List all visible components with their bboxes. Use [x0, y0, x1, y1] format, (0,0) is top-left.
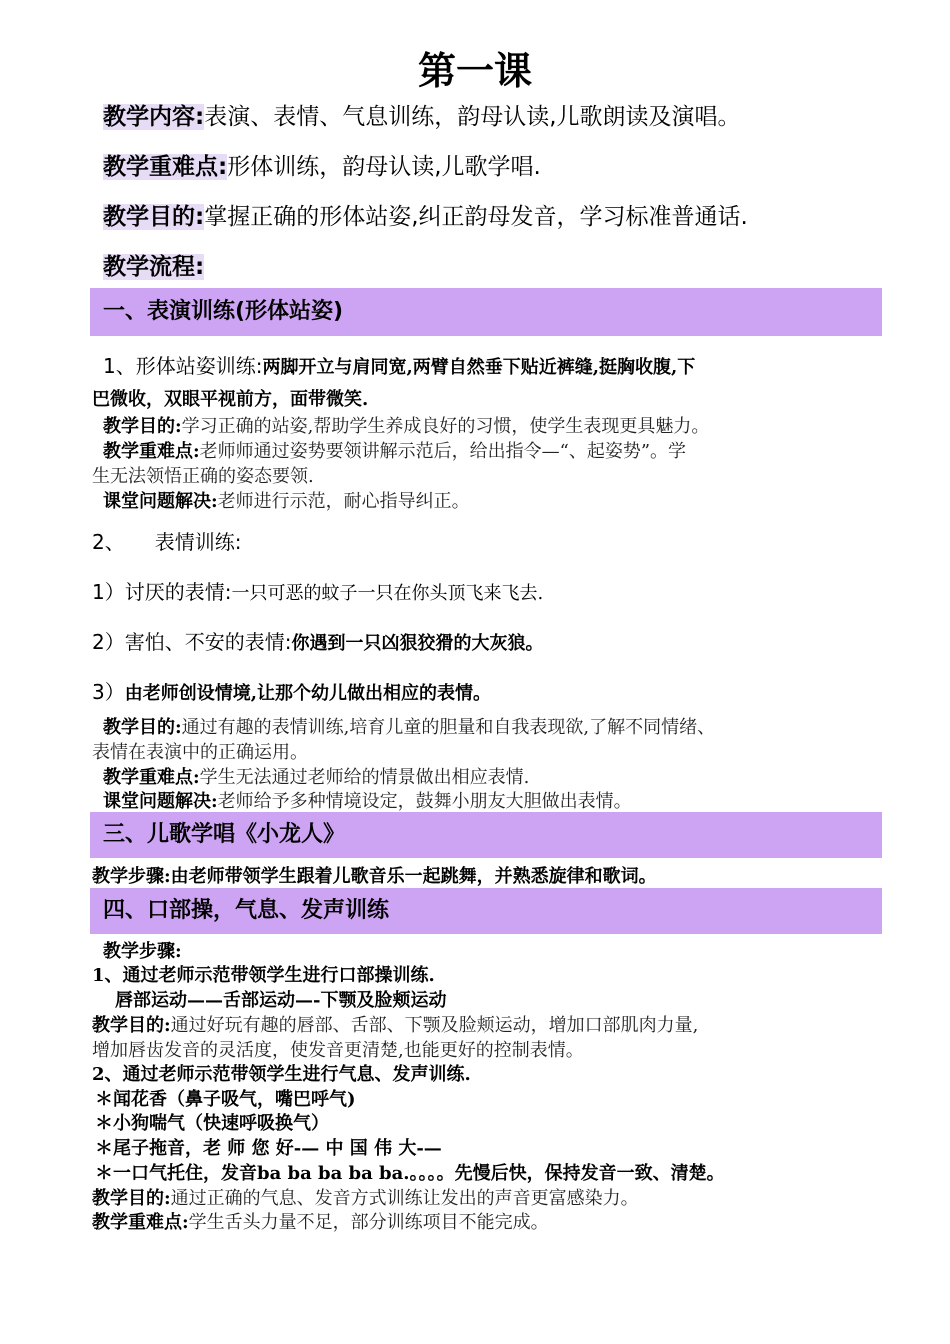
meta-difficulty	[103, 148, 541, 181]
s4-diff-text: 学生舌头力量不足，部分训练项目不能完成。	[188, 1212, 549, 1233]
s1-sub3-text: 由老师创设情境,让那个幼儿做出相应的表情。	[124, 683, 491, 704]
section4-heading: 四、口部操，气息、发声训练	[90, 888, 882, 934]
s1-solve2-label: 课堂问题解决:	[103, 791, 218, 812]
s1-item1	[103, 350, 695, 379]
s4-bullet4: ＊一口气托住，发音ba ba ba ba ba.。。。。先慢后快，保持发音一致、清楚。	[95, 1163, 725, 1184]
s1-goal2-text: 通过有趣的表情训练,培育儿童的胆量和自我表现欲,了解不同情绪、	[181, 717, 716, 738]
s1-diff	[103, 437, 686, 463]
s3-steps-label: 教学步骤:	[92, 866, 171, 887]
s1-solve-label: 课堂问题解决:	[103, 491, 218, 512]
content-text: 表演、表情、气息训练，韵母认读,儿歌朗读及演唱。	[204, 104, 741, 130]
s1-diff2-label: 教学重难点:	[103, 767, 200, 788]
s1-solve2-text: 老师给予多种情境设定，鼓舞小朋友大胆做出表情。	[217, 791, 632, 812]
s1-goal-label: 教学目的:	[103, 416, 182, 437]
s1-goal2	[103, 713, 715, 739]
s1-diff2-text: 学生无法通过老师给的情景做出相应表情.	[199, 767, 530, 788]
s1-solve	[103, 487, 470, 513]
s1-diff-text: 老师师通过姿势要领讲解示范后，给出指令—“、起姿势”。学	[199, 441, 687, 462]
s4-goal-label: 教学目的:	[92, 1015, 171, 1036]
s4-goal2	[92, 1184, 639, 1210]
meta-content	[103, 98, 741, 131]
s4-line1: 1、通过老师示范带领学生进行口部操训练.	[92, 965, 435, 986]
goal-label: 教学目的:	[103, 204, 205, 230]
s1-solve-text: 老师进行示范，耐心指导纠正。	[217, 491, 470, 512]
s1-diff-text2: 生无法领悟正确的姿态要领.	[92, 466, 314, 487]
s3-steps-text: 由老师带领学生跟着儿歌音乐一起跳舞，并熟悉旋律和歌词。	[170, 866, 657, 887]
s1-sub3-label: 3）	[92, 680, 125, 704]
s3-steps	[92, 862, 657, 888]
s1-item1-text: 两脚开立与肩同宽,两臂自然垂下贴近裤缝,挺胸收腹,下	[262, 357, 696, 378]
s4-steps-label: 教学步骤:	[103, 941, 182, 962]
s1-sub1	[92, 576, 543, 605]
s4-goal2-label: 教学目的:	[92, 1188, 171, 1209]
difficulty-text: 形体训练，韵母认读,儿歌学唱.	[227, 154, 541, 180]
s1-item1-label: 1、形体站姿训练:	[103, 354, 263, 378]
s1-goal	[103, 412, 709, 438]
s1-item2-label: 2、	[92, 530, 125, 554]
s4-diff-label: 教学重难点:	[92, 1212, 189, 1233]
s1-solve2	[103, 787, 632, 813]
s4-goal	[92, 1011, 698, 1037]
process-label: 教学流程:	[103, 254, 205, 280]
section1-heading: 一、表演训练(形体站姿)	[90, 288, 882, 336]
meta-goal	[103, 198, 748, 231]
goal-text: 掌握正确的形体站姿,纠正韵母发音，学习标准普通话.	[204, 204, 748, 230]
s1-sub2-text: 你遇到一只凶狠狡猾的大灰狼。	[291, 633, 544, 654]
s1-sub2-label: 2）害怕、不安的表情:	[92, 630, 292, 654]
s4-bullet1: ＊闻花香（鼻子吸气，嘴巴呼气)	[95, 1089, 356, 1110]
s4-bullet2: ＊小狗喘气（快速呼吸换气）	[95, 1113, 329, 1134]
meta-process	[103, 248, 204, 281]
s1-sub3	[92, 676, 491, 705]
s4-diff	[92, 1208, 549, 1234]
page-title: 第一课	[417, 49, 532, 93]
s4-goal-text2: 增加唇齿发音的灵活度，使发音更清楚,也能更好的控制表情。	[92, 1040, 584, 1061]
s1-diff-label: 教学重难点:	[103, 441, 200, 462]
s1-goal2-label: 教学目的:	[103, 717, 182, 738]
s4-goal-text: 通过好玩有趣的唇部、舌部、下颚及脸颊运动，增加口部肌肉力量,	[170, 1015, 699, 1036]
s1-item1-text2: 巴微收，双眼平视前方，面带微笑.	[92, 389, 369, 410]
content-label: 教学内容:	[103, 104, 205, 130]
s1-item2-text: 表情训练:	[154, 530, 242, 554]
s1-goal2-text2: 表情在表演中的正确运用。	[92, 742, 308, 763]
difficulty-label: 教学重难点:	[103, 154, 228, 180]
s1-sub2	[92, 626, 543, 655]
section3-heading: 三、儿歌学唱《小龙人》	[90, 812, 882, 858]
s4-bullet3: ＊尾子拖音，老 师 您 好-— 中 国 伟 大-—	[95, 1138, 442, 1159]
s4-line2: 唇部运动——舌部运动—-下颚及脸颊运动	[115, 990, 447, 1011]
s1-sub1-text: 一只可恶的蚊子一只在你头顶飞来飞去.	[231, 583, 544, 604]
s4-line3: 2、通过老师示范带领学生进行气息、发声训练.	[92, 1064, 471, 1085]
s1-diff2	[103, 763, 529, 789]
s1-goal-text: 学习正确的站姿,帮助学生养成良好的习惯，使学生表现更具魅力。	[181, 416, 710, 437]
s1-item2	[92, 526, 241, 555]
s4-goal2-text: 通过正确的气息、发音方式训练让发出的声音更富感染力。	[170, 1188, 639, 1209]
s1-sub1-label: 1）讨厌的表情:	[92, 580, 232, 604]
